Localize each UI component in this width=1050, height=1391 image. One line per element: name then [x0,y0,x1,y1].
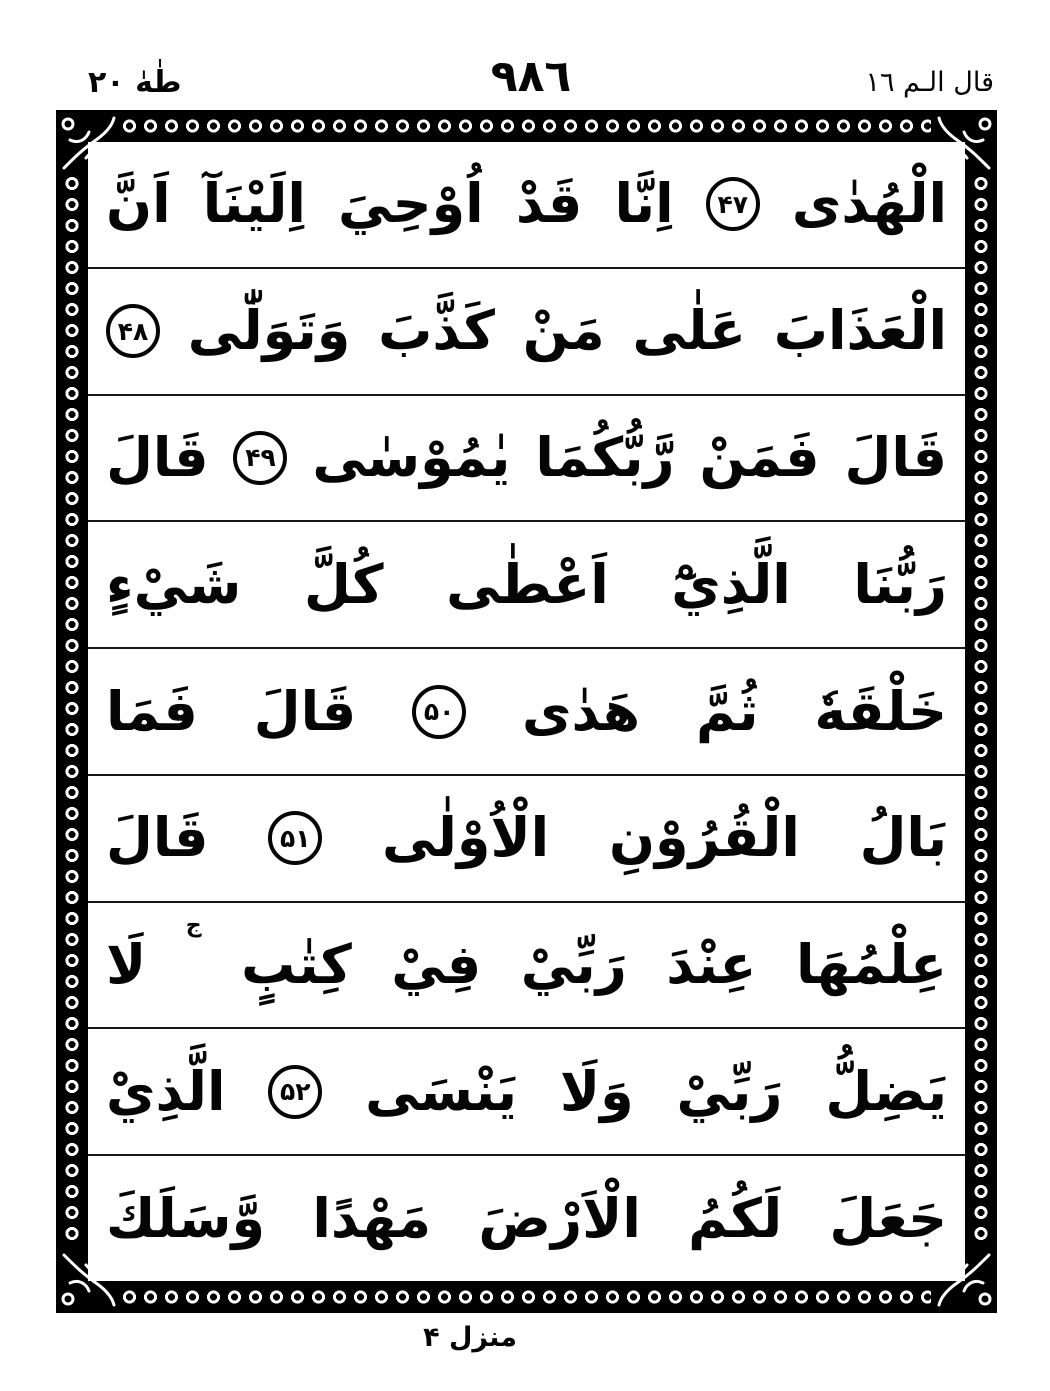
quran-word: الْاَرْضَ [478,1186,641,1250]
quran-word: يَضِلُّ [825,1059,947,1123]
quran-word: بَالُ [859,806,947,870]
border-band-left [56,110,88,1313]
pause-mark: ج [185,912,202,938]
quran-word: جَعَلَ [829,1186,947,1250]
quran-word: رَبِّيْ [520,933,627,997]
quran-word: قَالَ [106,806,209,870]
quran-word: قَدْ [515,172,583,236]
juz-name-label: قال الـم ١٦ [865,67,994,98]
quran-word: رَّبُّكُمَا [535,425,675,489]
verse-number-marker: ۵۱ [268,811,322,865]
quran-word: لَكُمُ [688,1186,783,1250]
quran-line-3 [88,396,965,523]
quran-word: اُوْحِيَ [338,172,484,236]
verse-number-marker: ۵۰ [412,685,466,739]
quran-word: قَالَ [844,425,947,489]
page-header [60,44,1002,104]
page-number: ٩٨٦ [490,51,572,102]
quran-word: فَمَا [106,679,198,743]
quran-line-4 [88,522,965,649]
quran-line-1 [88,142,965,269]
border-band-top [56,110,997,142]
quran-word: وَلَا [559,1059,634,1123]
quran-text-area [88,142,965,1281]
quran-word: رَبُّنَا [853,552,947,616]
quran-word: مَهْدًا [312,1186,432,1250]
verse-number-marker: ۴۷ [706,177,760,231]
quran-word: الْهُدٰى [791,172,947,236]
quran-word: قَالَ [253,679,357,743]
manzil-label: منزل ۴ [423,1322,517,1353]
verse-number-marker: ۴۸ [106,304,160,358]
quran-word: اَعْطٰى [446,552,609,616]
quran-line-5 [88,649,965,776]
quran-line-6 [88,776,965,903]
surah-name-label: طٰهٰ ٢٠ [88,65,182,100]
verse-number-marker: ۵۲ [268,1065,322,1119]
quran-word: الَّذِيْ [106,1059,226,1123]
quran-word: ثُمَّ [695,679,759,743]
quran-line-2 [88,269,965,396]
quran-word: الَّذِيْٓ [671,552,791,616]
quran-word: عَلٰى [632,299,747,363]
decorative-border-frame [56,110,997,1313]
quran-line-9 [88,1156,965,1281]
quran-word: الْاُوْلٰى [382,806,550,870]
quran-word: يَنْسَى [365,1059,518,1123]
border-band-right [965,110,997,1313]
quran-word: عِنْدَ [666,933,757,997]
quran-word: يٰمُوْسٰى [312,425,511,489]
quran-word: اِنَّا [614,172,674,236]
quran-word: اِلَيْنَآ [202,172,306,236]
verse-number-marker: ۴۹ [233,431,287,485]
quran-word: الْعَذَابَ [773,299,947,363]
quran-word: قَالَ [106,425,209,489]
quran-word: فَمَنْ [699,425,820,489]
quran-line-8 [88,1029,965,1156]
quran-word: عِلْمُهَا [795,933,947,997]
quran-word: كِتٰبٍ [241,933,352,997]
quran-word: مَنْ [522,299,605,363]
quran-word: لَا [106,933,147,997]
quran-word: هَدٰى [521,679,641,743]
quran-word: شَيْءٍ [106,552,242,616]
quran-word: الْقُرُوْنِ [608,806,800,870]
quran-word: كَذَّبَ [378,299,495,363]
quran-word: خَلْقَهٗ [814,679,947,743]
quran-word: كُلَّ [303,552,384,616]
quran-word: فِيْ [391,933,482,997]
quran-word: اَنَّ [106,172,171,236]
quran-word: رَبِّيْ [676,1059,783,1123]
quran-word: وَّسَلَكَ [106,1186,266,1250]
border-band-bottom [56,1281,997,1313]
quran-word: وَتَوَلّٰى [187,299,351,363]
quran-line-7 [88,903,965,1030]
